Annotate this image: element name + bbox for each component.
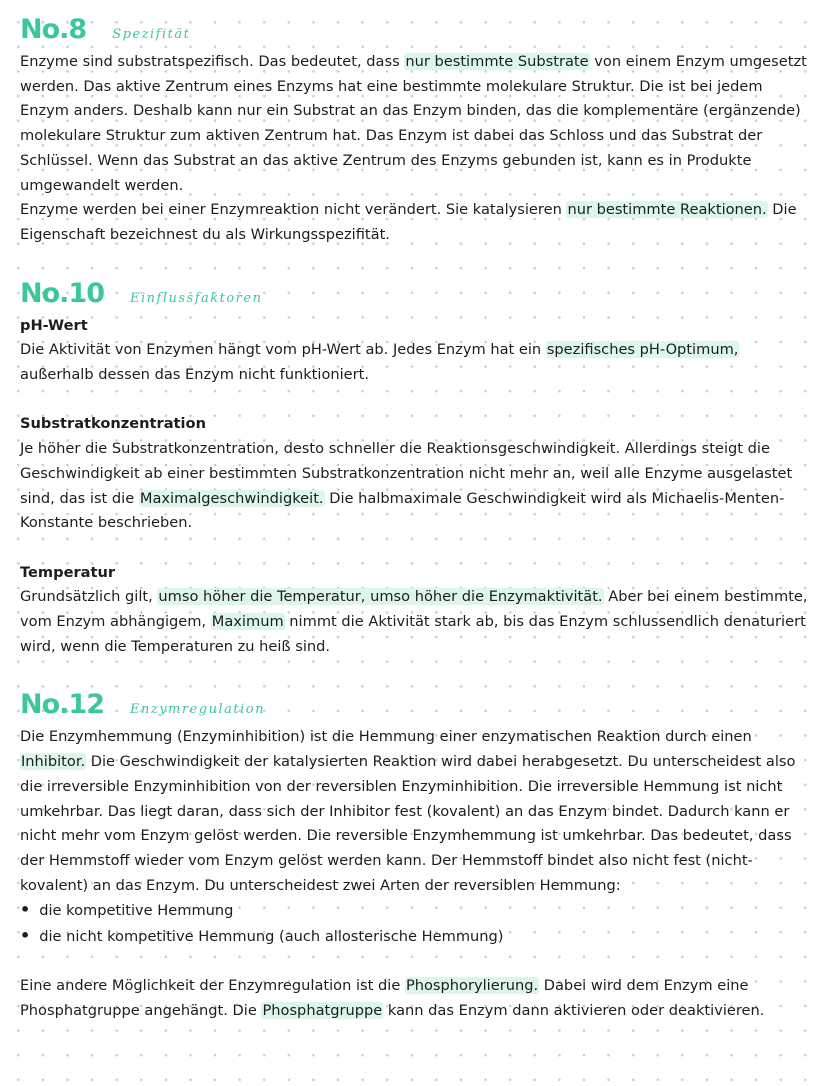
section-header-spezifitaet: [20, 14, 810, 50]
section-header-enzymregulation: [20, 689, 810, 725]
highlight: nur bestimmte Substrate: [405, 53, 589, 70]
highlight: Phosphatgruppe: [262, 1002, 383, 1020]
subheading-substratkonzentration: Substratkonzentration: [20, 415, 206, 433]
paragraph-enzymhemmung: Die Enzymhemmung (Enzyminhibition) ist die Hemmung einer enzymatischen Reaktion durch einen Inhibitor. Die Geschwindigkeit der katalysierten Reaktion wird dabei herabgesetzt. Du unterscheidest also die irreversible Enzyminhibition von der reversiblen Enzyminhibition. Die irreversible Hemmung ist nicht umkehrbar. Das liegt daran, dass sich der Inhibitor fest (kovalent) an das Enzym bindet. Dadurch kann er nicht mehr vom Enzym gelöst werden. Die reversible Enzymhemmung ist umkehrbar. Das bedeutet, dass der Hemmstoff wieder vom Enzym gelöst werden kann. Der Hemmstoff bindet also nicht fest (nicht-kovalent) an das Enzym. Du unterscheidest zwei Arten der reversiblen Hemmung:: [20, 728, 796, 894]
highlight: Phosphorylierung.: [405, 977, 539, 995]
section-subtitle: Spezifität: [112, 27, 191, 42]
highlight: spezifisches pH-Optimum,: [546, 341, 739, 359]
highlight: Maximum: [211, 613, 284, 631]
paragraph-substratkonzentration: Je höher die Substratkonzentration, desto schneller die Reaktionsgeschwindigkeit. Allerdings steigt die Geschwindigkeit ab einer bestimmten Substratkonzentration nicht mehr an, weil alle Enzyme ausgelastet sind, das ist die Maximalgeschwindigkeit. Die halbmaximale Geschwindigkeit wird als Michaelis-Menten-Konstante beschrieben.: [20, 440, 793, 532]
section-number: No.12: [20, 689, 104, 721]
paragraph-phosphorylierung: Eine andere Möglichkeit der Enzymregulation ist die Phosphorylierung. Dabei wird dem Enzym eine Phosphatgruppe angehängt. Die Phosphatgruppe kann das Enzym dann aktivieren oder deaktivieren.: [20, 977, 765, 1020]
section-subtitle: Enzymregulation: [129, 702, 265, 718]
subheading-ph-wert: pH-Wert: [20, 316, 88, 334]
subheading-temperatur: Temperatur: [20, 563, 116, 581]
highlight: nur bestimmte Reaktionen.: [567, 201, 767, 219]
paragraph-wirkungsspezifitaet: Enzyme werden bei einer Enzymreaktion nicht verändert. Sie katalysieren nur bestimmte Reaktionen. Die Eigenschaft bezeichnest du als Wirkungsspezifität.: [20, 201, 797, 243]
bullet-list-hemmungsarten: [20, 898, 810, 949]
paragraph-ph-wert: Die Aktivität von Enzymen hängt vom pH-Wert ab. Jedes Enzym hat ein spezifisches pH-Optimum, außerhalb dessen das Enzym nicht funktioniert.: [20, 341, 739, 384]
notes-page: [20, 14, 810, 1024]
section-number: No.10: [20, 277, 104, 309]
highlight: Maximalgeschwindigkeit.: [139, 489, 324, 507]
paragraph-temperatur: Grundsätzlich gilt, umso höher die Temperatur, umso höher die Enzymaktivität. Aber bei einem bestimmte, vom Enzym abhängigem, Maximum nimmt die Aktivität stark ab, bis das Enzym schlussendlich denaturiert wird, wenn die Temperaturen zu heiß sind.: [20, 588, 808, 655]
highlight: umso höher die Temperatur, umso höher die Enzymaktivität.: [158, 588, 603, 606]
section-number: No.8: [20, 14, 87, 45]
highlight: Inhibitor.: [21, 753, 86, 771]
section-header-einflussfaktoren: [20, 278, 810, 314]
paragraph-substratspezifitaet: Enzyme sind substratspezifisch. Das bedeutet, dass nur bestimmte Substrate von einem Enzym umgesetzt werden. Das aktive Zentrum eines Enzyms hat eine bestimmte molekulare Struktur. Die ist bei jedem Enzym anders. Deshalb kann nur ein Substrat an das Enzym binden, das die komplementäre (ergänzende) molekulare Struktur zum aktiven Zentrum hat. Das Enzym ist dabei das Schloss und das Substrat der Schlüssel. Wenn das Substrat an das aktive Zentrum des Enzyms gebunden ist, kann es in Produkte umgewandelt werden.: [20, 53, 807, 194]
list-item: • die nicht kompetitive Hemmung (auch allosterische Hemmung): [20, 924, 810, 950]
list-item: • die kompetitive Hemmung: [20, 898, 810, 924]
section-subtitle: Einflussfaktoren: [129, 290, 263, 306]
